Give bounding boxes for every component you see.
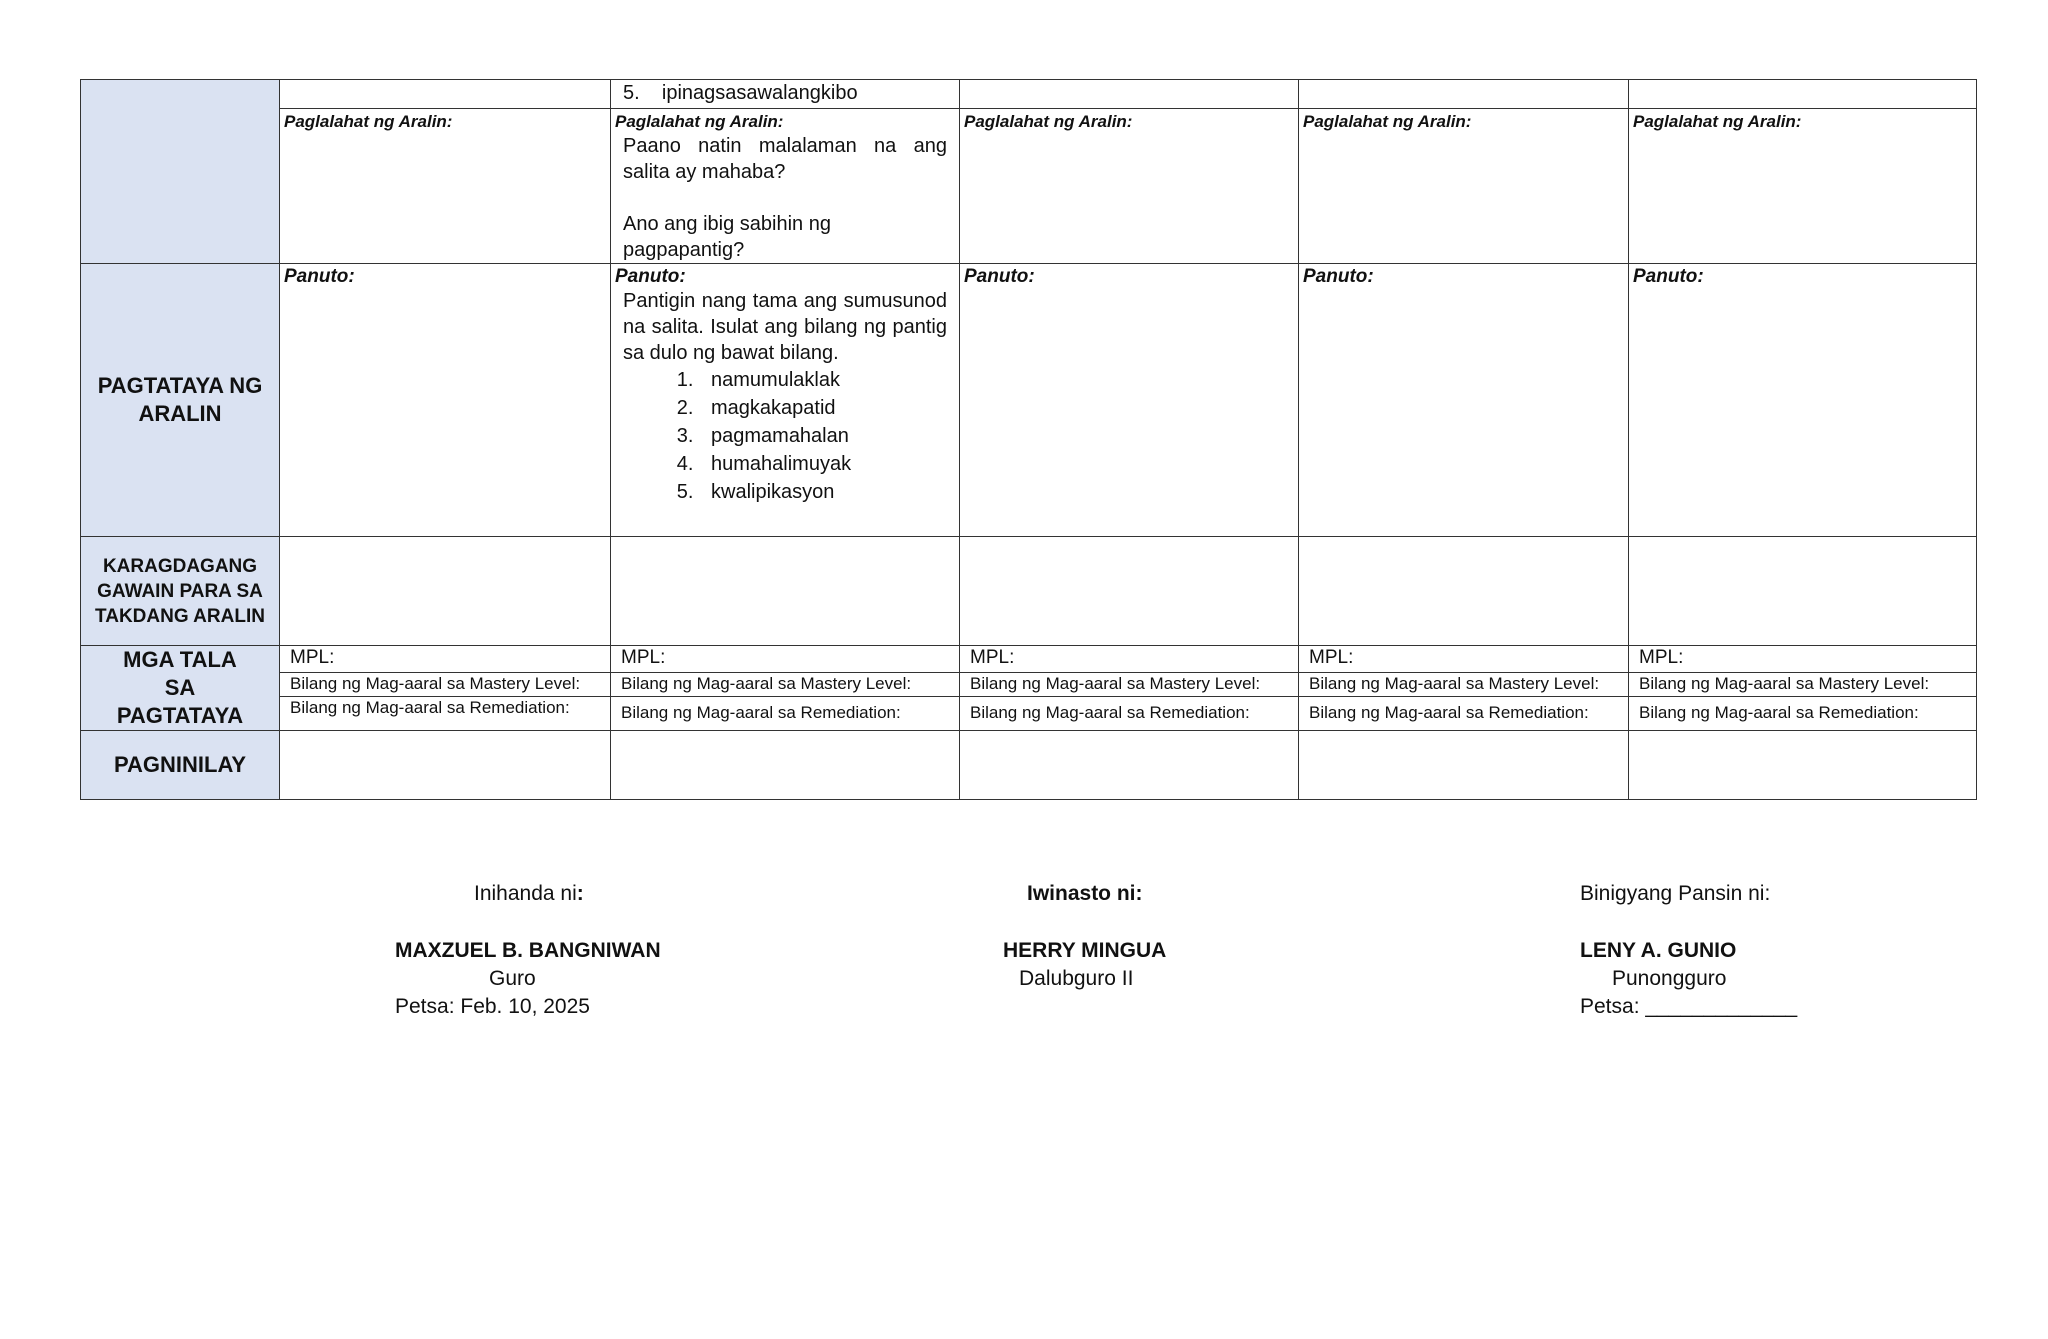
table-cell	[1299, 646, 1629, 731]
table-cell	[960, 537, 1299, 646]
table-cell	[611, 264, 960, 537]
table-row	[81, 80, 1977, 109]
section-label: Panuto:	[964, 266, 1035, 287]
table-cell	[1629, 731, 1977, 800]
mpl-label: MPL:	[280, 646, 610, 673]
table-cell	[280, 537, 611, 646]
section-label: Panuto:	[1633, 266, 1704, 287]
mpl-label: MPL:	[1629, 646, 1976, 673]
checked-name: HERRY MINGUA	[1003, 939, 1167, 962]
remediation-label: Bilang ng Mag-aaral sa Remediation:	[621, 703, 901, 722]
table-cell	[1629, 80, 1977, 109]
table-cell	[960, 264, 1299, 537]
mastery-label: Bilang ng Mag-aaral sa Mastery Level:	[1629, 673, 1976, 697]
table-cell	[1299, 264, 1629, 537]
noted-label: Binigyang Pansin ni:	[1580, 882, 1771, 905]
checked-label: Iwinasto ni:	[1027, 882, 1143, 905]
mastery-label: Bilang ng Mag-aaral sa Mastery Level:	[1299, 673, 1628, 697]
mastery-label: Bilang ng Mag-aaral sa Mastery Level:	[280, 673, 610, 697]
table-cell	[611, 731, 960, 800]
list-item: 1. namumulaklak	[699, 366, 959, 394]
table-cell	[280, 109, 611, 264]
section-label: Panuto:	[615, 266, 686, 287]
table-cell	[960, 646, 1299, 731]
table-cell	[1629, 109, 1977, 264]
table-cell	[960, 109, 1299, 264]
table-cell	[280, 80, 611, 109]
instructions-text: Pantigin nang tama ang sumusunod na salita. Isulat ang bilang ng pantig sa dulo ng bawat bilang.	[623, 290, 947, 364]
row-header: PAGTATAYA NG ARALIN	[81, 264, 280, 537]
prepared-name: MAXZUEL B. BANGNIWAN	[395, 939, 661, 962]
table-cell	[960, 731, 1299, 800]
lesson-plan-table	[80, 79, 1977, 800]
prepared-date: Petsa: Feb. 10, 2025	[395, 995, 590, 1018]
table-cell	[1629, 264, 1977, 537]
row-header: KARAGDAGANG GAWAIN PARA SA TAKDANG ARALIN	[81, 537, 280, 646]
table-cell	[960, 80, 1299, 109]
table-cell	[1299, 537, 1629, 646]
table-row	[81, 537, 1977, 646]
section-label: Paglalahat ng Aralin:	[1303, 112, 1472, 131]
table-cell	[1299, 731, 1629, 800]
table-row	[81, 646, 1977, 731]
table-cell	[611, 646, 960, 731]
table-cell	[611, 80, 960, 109]
list-item: 5. ipinagsasawalangkibo	[623, 82, 858, 104]
list-item: 3. pagmamahalan	[699, 422, 959, 450]
remediation-label: Bilang ng Mag-aaral sa Remediation:	[1639, 703, 1919, 722]
row-header-empty	[81, 80, 280, 264]
section-label: Panuto:	[284, 266, 355, 287]
noted-name: LENY A. GUNIO	[1580, 939, 1737, 962]
list-item: 2. magkakapatid	[699, 394, 959, 422]
mastery-label: Bilang ng Mag-aaral sa Mastery Level:	[611, 673, 959, 697]
table-row	[81, 109, 1977, 264]
table-row	[81, 264, 1977, 537]
noted-date: Petsa: _____________	[1580, 995, 1798, 1018]
mpl-label: MPL:	[1299, 646, 1628, 673]
checked-title: Dalubguro II	[1019, 967, 1134, 990]
prepared-title: Guro	[489, 967, 536, 990]
remediation-label: Bilang ng Mag-aaral sa Remediation:	[970, 703, 1250, 722]
table-cell	[1629, 646, 1977, 731]
list-item: 5. kwalipikasyon	[699, 478, 959, 506]
section-label: Paglalahat ng Aralin:	[284, 112, 453, 131]
table-cell	[280, 731, 611, 800]
mpl-label: MPL:	[960, 646, 1298, 673]
table-cell	[1629, 537, 1977, 646]
table-cell	[1299, 109, 1629, 264]
mastery-label: Bilang ng Mag-aaral sa Mastery Level:	[960, 673, 1298, 697]
table-cell	[611, 537, 960, 646]
section-label: Paglalahat ng Aralin:	[1633, 112, 1802, 131]
remediation-label: Bilang ng Mag-aaral sa Remediation:	[290, 698, 570, 717]
section-label: Paglalahat ng Aralin:	[615, 112, 784, 131]
noted-title: Punongguro	[1612, 967, 1727, 990]
table-cell	[1299, 80, 1629, 109]
row-header: MGA TALA SA PAGTATAYA	[81, 646, 280, 731]
prepared-label: Inihanda ni:	[474, 882, 584, 905]
row-header: PAGNINILAY	[81, 731, 280, 800]
remediation-label: Bilang ng Mag-aaral sa Remediation:	[1309, 703, 1589, 722]
list-item: 4. humahalimuyak	[699, 450, 959, 478]
table-row	[81, 731, 1977, 800]
question-text: Paano natin malalaman na ang salita ay mahaba?	[623, 135, 947, 183]
section-label: Panuto:	[1303, 266, 1374, 287]
word-list	[611, 366, 959, 506]
table-cell	[611, 109, 960, 264]
section-label: Paglalahat ng Aralin:	[964, 112, 1133, 131]
table-cell	[280, 646, 611, 731]
mpl-label: MPL:	[611, 646, 959, 673]
question-text: Ano ang ibig sabihin ng pagpapantig?	[623, 213, 831, 261]
table-cell	[280, 264, 611, 537]
